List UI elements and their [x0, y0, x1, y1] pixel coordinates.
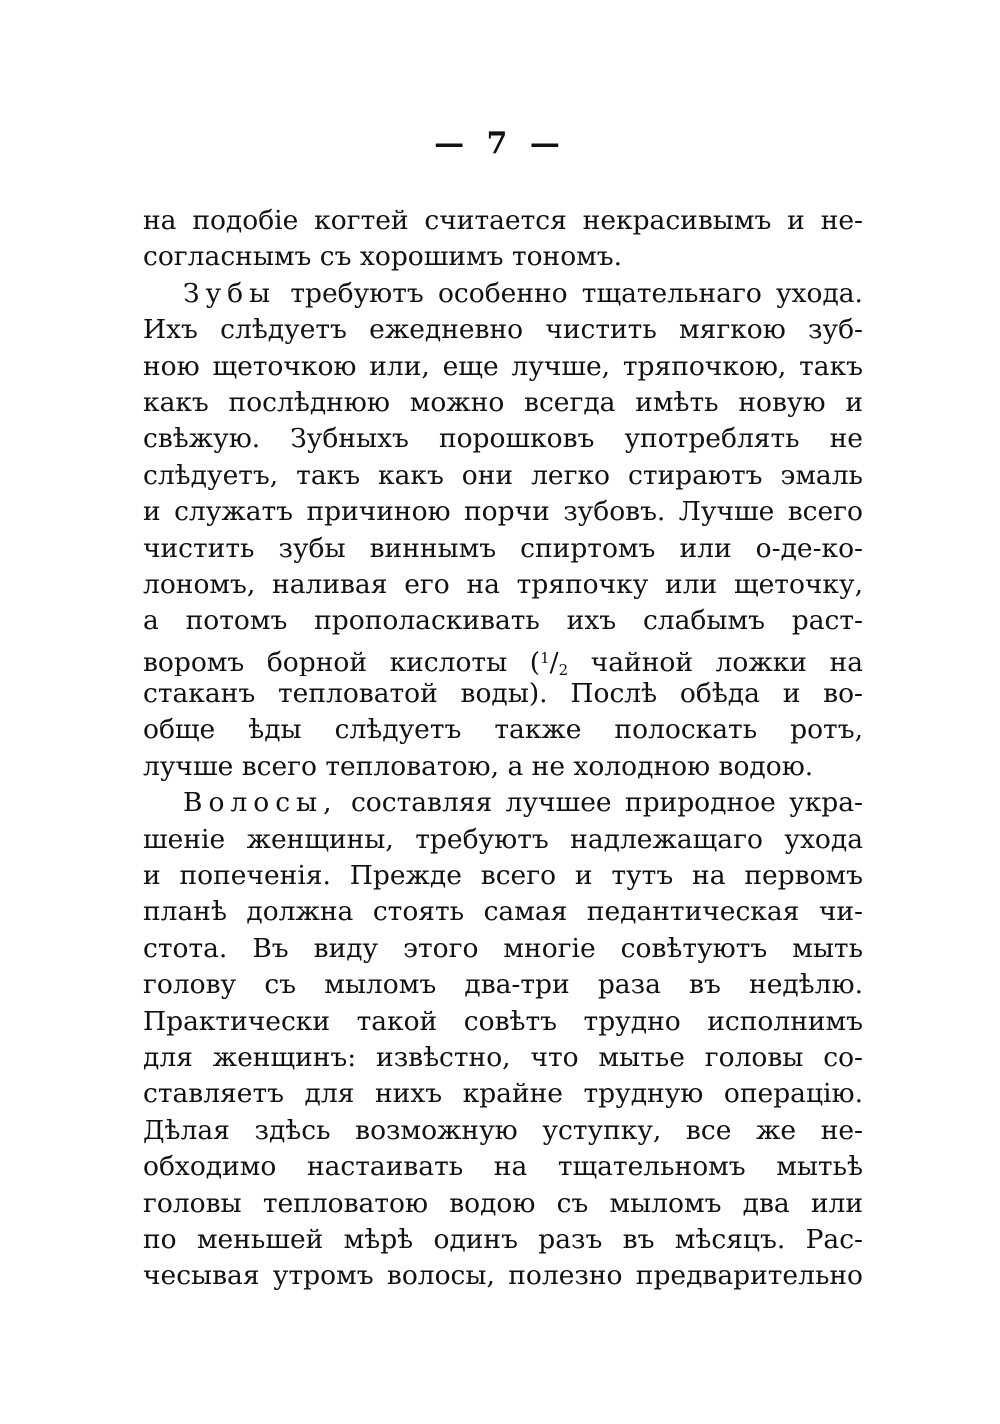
- fraction-denominator: 2: [558, 660, 569, 677]
- body-text: [143, 203, 863, 1295]
- fraction-slash: /: [549, 646, 559, 677]
- text-line: а потомъ прополаскивать ихъ слабымъ раст-: [143, 605, 863, 637]
- text-line: ною щеточкою или, еще лучше, тряпочкою, такъ: [143, 350, 863, 382]
- text-line: для женщинъ: извѣстно, что мытье головы со-: [143, 1041, 863, 1073]
- text-fragment: требуютъ особенно тщательнаго ухода.: [290, 277, 863, 309]
- text-fragment: составляя лучшее природное укра-: [350, 787, 863, 819]
- text-line: и попеченія. Прежде всего и тутъ на первомъ: [143, 860, 863, 892]
- text-line: по меньшей мѣрѣ одинъ разъ въ мѣсяцъ. Рас-: [143, 1223, 863, 1255]
- text-line: свѣжую. Зубныхъ порошковъ употреблять не: [143, 423, 863, 455]
- text-line-with-fraction: [143, 640, 863, 676]
- spaced-heading-word: Волосы,: [183, 787, 338, 819]
- text-line: и служатъ причиною порчи зубовъ. Лучше всего: [143, 496, 863, 528]
- text-line: стаканъ тепловатой воды). Послѣ обѣда и во-: [143, 678, 863, 710]
- text-line: чистить зубы виннымъ спиртомъ или о-де-ко-: [143, 532, 863, 564]
- text-line: чесывая утромъ волосы, полезно предварительно: [143, 1260, 863, 1292]
- text-line: какъ послѣднюю можно всегда имѣть новую и: [143, 386, 863, 418]
- text-line: стота. Въ виду этого многіе совѣтуютъ мыть: [143, 932, 863, 964]
- text-line: ставляетъ для нихъ крайне трудную операцію.: [143, 1078, 863, 1110]
- spaced-heading-word: Зубы: [183, 277, 277, 309]
- paragraph-hair-first-line: [143, 785, 863, 821]
- paragraph-teeth-first-line: [143, 276, 863, 312]
- text-line: обходимо настаивать на тщательномъ мытьѣ: [143, 1151, 863, 1183]
- text-line: обще ѣды слѣдуетъ также полоскать ротъ,: [143, 714, 863, 746]
- text-line: Дѣлая здѣсь возможную уступку, все же не-: [143, 1114, 863, 1146]
- text-line: слѣдуетъ, такъ какъ они легко стираютъ эмаль: [143, 459, 863, 491]
- text-line: планѣ должна стоять самая педантическая чи-: [143, 896, 863, 928]
- text-line: на подобіе когтей считается некрасивымъ и не-: [143, 205, 863, 236]
- text-line: шеніе женщины, требуютъ надлежащаго ухода: [143, 823, 863, 855]
- text-fragment: чайной ложки на: [568, 646, 863, 677]
- text-line: согласнымъ съ хорошимъ тономъ.: [143, 241, 623, 273]
- text-fragment: воромъ борной кислоты (: [143, 646, 541, 677]
- page-number: — 7 —: [434, 126, 566, 161]
- text-line: головы тепловатою водою съ мыломъ два или: [143, 1187, 863, 1219]
- text-line: лономъ, наливая его на тряпочку или щеточку,: [143, 568, 863, 600]
- text-line: лучше всего тепловатою, а не холодною водою.: [143, 750, 814, 782]
- text-line: Практически такой совѣтъ трудно исполнимъ: [143, 1005, 863, 1037]
- text-line: голову съ мыломъ два-три раза въ недѣлю.: [143, 969, 863, 1001]
- fraction-numerator: 1: [540, 648, 550, 667]
- text-line: Ихъ слѣдуетъ ежедневно чистить мягкою зуб-: [143, 314, 863, 346]
